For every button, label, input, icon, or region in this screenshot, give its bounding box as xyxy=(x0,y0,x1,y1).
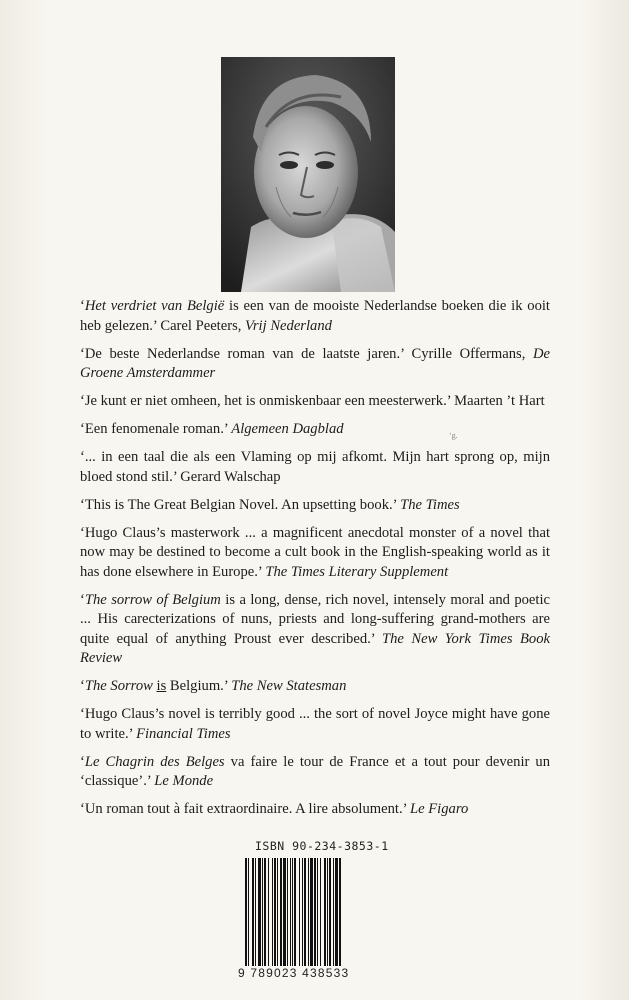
quote-source: Vrij Nederland xyxy=(245,317,332,334)
barcode-bar xyxy=(258,858,261,968)
quote-text: va faire le tour de France et a tout pour devenir un ‘classique’.’ xyxy=(80,753,550,789)
barcode-bar xyxy=(264,858,266,968)
quote-source: De Groene Amsterdammer xyxy=(80,345,550,381)
review-quote xyxy=(80,448,550,487)
barcode-bar xyxy=(333,858,334,968)
quote-text: ‘Hugo Claus’s masterwork ... a magnificent anecdotal monster of a novel that now may be destined to become a cult book in the English-speaking world as it has done elsewhere in Europe.’ xyxy=(80,524,550,580)
review-quote xyxy=(80,705,550,744)
quote-text: ‘Un roman tout à fait extraordinaire. A lire absolument.’ xyxy=(80,801,411,817)
barcode-bar xyxy=(320,858,321,968)
barcode-bar xyxy=(335,858,338,968)
barcode-bar xyxy=(310,858,313,968)
review-quote xyxy=(80,591,550,669)
quote-source: Le Chagrin des Belges xyxy=(84,753,225,770)
barcode-bar xyxy=(287,858,288,968)
quote-text: ‘ xyxy=(80,753,85,770)
isbn-label: ISBN 90-234-3853-1 xyxy=(255,839,389,853)
review-quote xyxy=(80,800,550,820)
quote-source: The New Statesman xyxy=(231,678,347,694)
quote-text: ‘ xyxy=(80,298,85,314)
review-quote xyxy=(80,677,550,697)
review-quote xyxy=(80,753,550,792)
review-quote xyxy=(80,297,550,336)
quote-source: Financial Times xyxy=(136,725,231,742)
quote-source: Het verdriet van België xyxy=(84,298,225,314)
barcode-bar xyxy=(339,858,341,968)
barcode-bar xyxy=(280,858,282,968)
barcode-bar xyxy=(299,858,300,968)
quote-source: The New York Times Book Review xyxy=(80,630,550,666)
barcode-bar xyxy=(317,858,318,968)
barcode-bar xyxy=(274,858,276,968)
barcode-bar xyxy=(272,858,273,968)
barcode-bar xyxy=(252,858,254,968)
barcode-bar xyxy=(283,858,286,968)
barcode-icon xyxy=(243,858,383,968)
barcode-bar xyxy=(302,858,303,968)
barcode-bar xyxy=(324,858,326,968)
barcode-bar xyxy=(294,858,296,968)
barcode-bar xyxy=(308,858,309,968)
review-quote xyxy=(80,392,550,412)
quote-text: ‘This is The Great Belgian Novel. An upsetting book.’ xyxy=(80,496,401,513)
barcode-bar xyxy=(268,858,269,968)
author-portrait xyxy=(221,57,395,292)
print-speck: ‘g. xyxy=(449,431,458,440)
quote-text: is a long, dense, rich novel, intensely moral and poetic ... His carecterizations of nuns, priests and long-suffering grand-mothers are quite equal of anything Proust ever described.’ xyxy=(80,591,550,647)
barcode-bar xyxy=(292,858,293,968)
quote-text: ‘Je kunt er niet omheen, het is onmiskenbaar een meesterwerk.’ Maarten ’t Hart xyxy=(80,393,545,409)
barcode-bar xyxy=(248,858,249,968)
review-quote xyxy=(80,420,550,440)
quote-source: The Sorrow xyxy=(84,678,157,694)
barcode-bar xyxy=(277,858,278,968)
quote-source: Le Monde xyxy=(154,773,214,789)
barcode-bar xyxy=(255,858,256,968)
quote-source: The sorrow of Belgium xyxy=(84,591,221,608)
quote-text: ‘ xyxy=(80,678,85,694)
barcode-bar xyxy=(327,858,328,968)
quote-source: Le Figaro xyxy=(410,801,469,817)
review-quote xyxy=(80,345,550,384)
barcode-bar xyxy=(329,858,331,968)
review-quote xyxy=(80,496,550,516)
quote-text: is xyxy=(156,678,167,694)
quote-text: is een van de mooiste Nederlandse boeken die ik ooit heb gelezen.’ Carel Peeters, xyxy=(80,298,550,334)
quote-text: ‘ xyxy=(80,591,85,608)
barcode-number: 9 789023 438533 xyxy=(238,966,388,980)
quote-text: ‘Hugo Claus’s novel is terribly good ... the sort of novel Joyce might have gone to write.’ xyxy=(80,706,550,742)
quote-text: ‘Een fenomenale roman.’ xyxy=(80,421,232,437)
review-quote xyxy=(80,524,550,583)
barcode-bar xyxy=(262,858,263,968)
quote-source: The Times Literary Supplement xyxy=(265,563,449,580)
barcode-bar xyxy=(304,858,306,968)
quote-source: The Times xyxy=(400,496,460,513)
quote-text: ‘... in een taal die als een Vlaming op mij afkomt. Mijn hart sprong op, mijn bloed stond stil.’ Gerard Walschap xyxy=(80,449,550,485)
barcode-bar xyxy=(314,858,316,968)
quote-source: Algemeen Dagblad xyxy=(231,421,344,437)
quote-text: Belgium.’ xyxy=(166,678,232,694)
quote-text: ‘De beste Nederlandse roman van de laatste jaren.’ Cyrille Offermans, xyxy=(80,345,533,362)
barcode-bar xyxy=(290,858,291,968)
review-quotes xyxy=(80,297,550,828)
barcode-bar xyxy=(245,858,247,968)
